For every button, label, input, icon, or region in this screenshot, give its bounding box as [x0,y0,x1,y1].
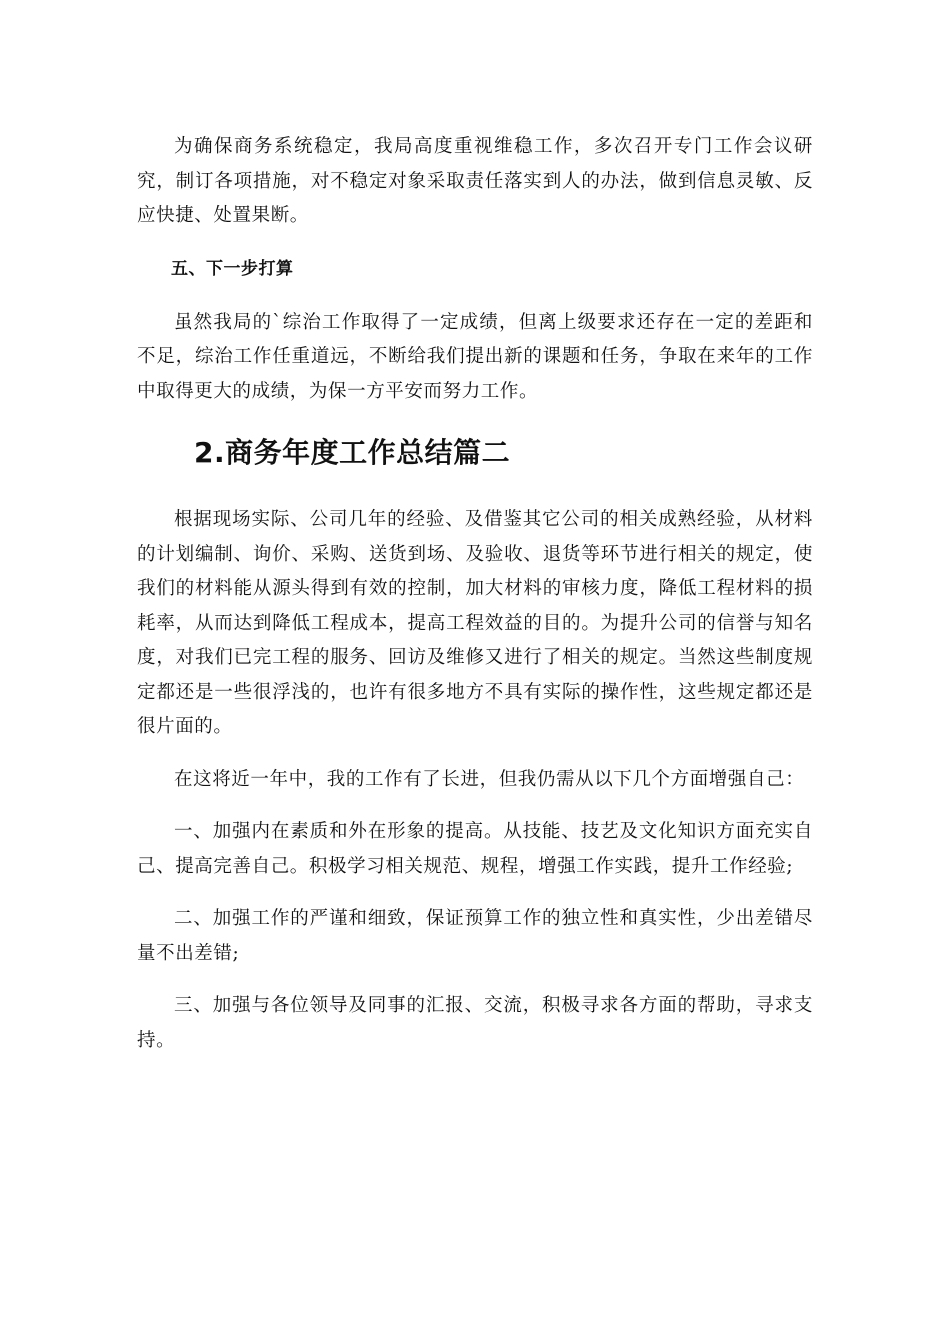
paragraph-materials: 根据现场实际、公司几年的经验、及借鉴其它公司的相关成熟经验，从材料的计划编制、询价、采购、送货到场、及验收、退货等环节进行相关的规定，使我们的材料能从源头得到有效的控制，加大材料的审核力度，降低工程材料的损耗率，从而达到降低工程成本，提高工程效益的目的。为提升公司的信誉与知名度，对我们已完工程的服务、回访及维修又进行了相关的规定。当然这些制度规定都还是一些很浮浅的，也许有很多地方不具有实际的操作性，这些规定都还是很片面的。 [137,509,813,737]
document-page [137,130,813,1058]
paragraph-improvement-intro: 在这将近一年中，我的工作有了长进，但我仍需从以下几个方面增强自己： [174,768,805,790]
subheading-next-plan: 五、下一步打算 [171,258,294,279]
paragraph-stability: 为确保商务系统稳定，我局高度重视维稳工作，多次召开专门工作会议研究，制订各项措施，对不稳定对象采取责任落实到人的办法，做到信息灵敏、反应快捷、处置果断。 [137,136,813,226]
paragraph-next-plan: 虽然我局的`综治工作取得了一定成绩，但离上级要求还存在一定的差距和不足，综治工作任重道远，不断给我们提出新的课题和任务，争取在来年的工作中取得更大的成绩，为保一方平安而努力工作。 [137,311,813,402]
paragraph-item-two: 二、加强工作的严谨和细致，保证预算工作的独立性和真实性，少出差错尽量不出差错; [137,908,813,964]
paragraph-item-one: 一、加强内在素质和外在形象的提高。从技能、技艺及文化知识方面充实自己、提高完善自己。积极学习相关规范、规程，增强工作实践，提升工作经验; [137,821,813,877]
section-heading: 2.商务年度工作总结篇二 [194,436,511,469]
paragraph-item-three: 三、加强与各位领导及同事的汇报、交流，积极寻求各方面的帮助，寻求支持。 [137,995,813,1051]
